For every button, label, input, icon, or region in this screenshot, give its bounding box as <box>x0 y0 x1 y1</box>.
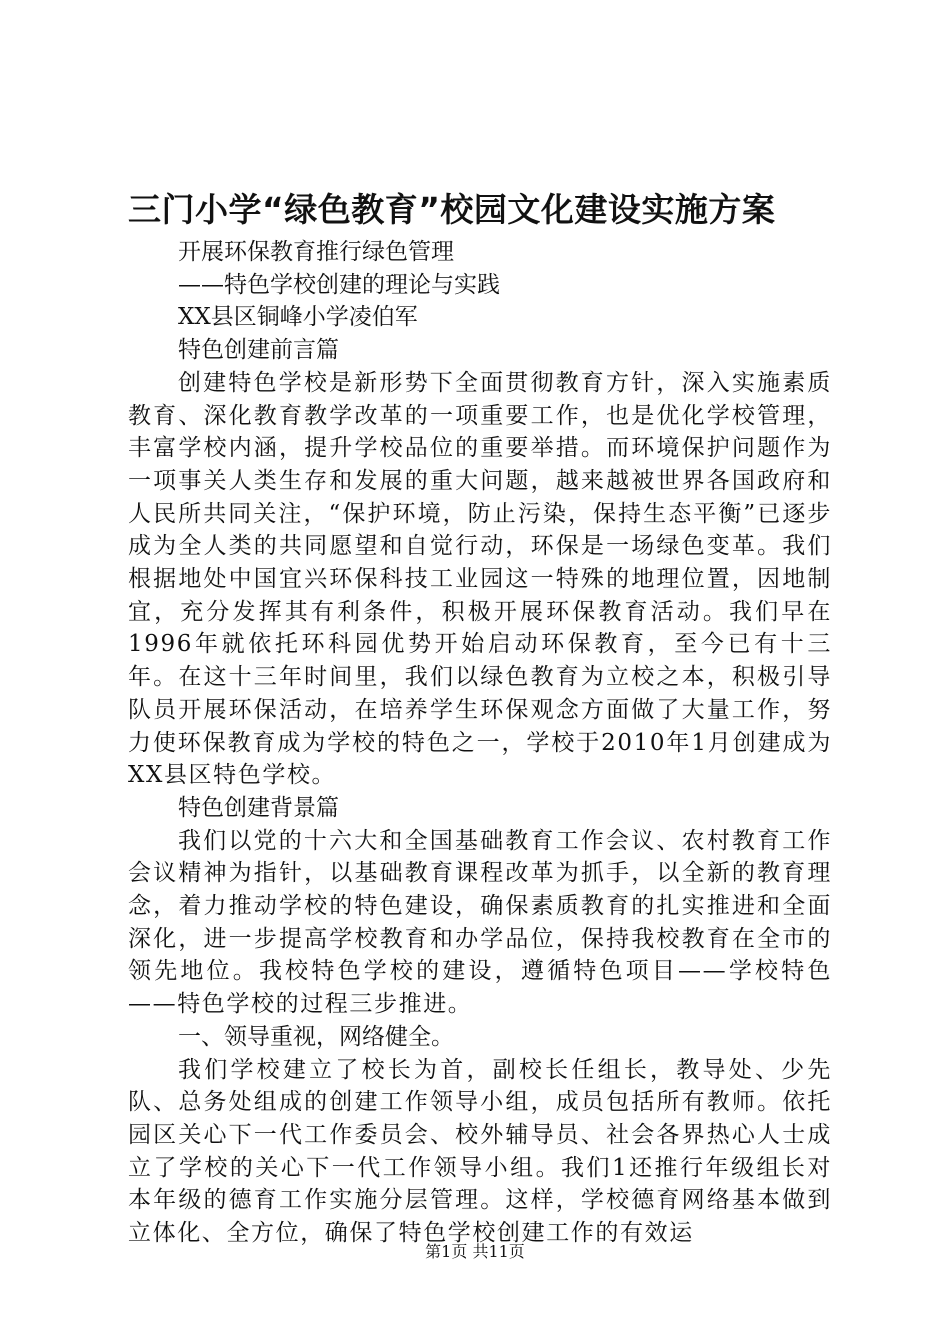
document-body <box>128 236 832 1250</box>
author-line: XX县区铜峰小学凌伯军 <box>178 304 418 331</box>
section-heading: 一、领导重视，网络健全。 <box>178 1023 454 1050</box>
section-heading: 特色创建前言篇 <box>178 337 339 364</box>
body-paragraph: 我们以党的十六大和全国基础教育工作会议、农村教育工作会议精神为指针，以基础教育课程改革为抓手，以全新的教育理念，着力推动学校的特色建设，确保素质教育的扎实推进和全面深化，进一步提高学校教育和办学品位，保持我校教育在全市的领先地位。我校特色学校的建设，遵循特色项目——学校特色——特色学校的过程三步推进。 <box>128 827 832 1018</box>
subtitle-line: ——特色学校创建的理论与实践 <box>178 271 500 298</box>
document-title: 三门小学“绿色教育”校园文化建设实施方案 <box>128 190 776 229</box>
body-paragraph: 我们学校建立了校长为首，副校长任组长，教导处、少先队、总务处组成的创建工作领导小组，成员包括所有教师。依托园区关心下一代工作委员会、校外辅导员、社会各界热心人士成立了学校的关心下一代工作领导小组。我们1还推行年级组长对本年级的德育工作实施分层管理。这样，学校德育网络基本做到立体化、全方位，确保了特色学校创建工作的有效运 <box>128 1056 832 1247</box>
section-heading: 特色创建背景篇 <box>178 794 339 821</box>
page-footer: 第1页 共11页 <box>425 1242 525 1261</box>
subtitle-line: 开展环保教育推行绿色管理 <box>178 239 454 265</box>
body-paragraph: 创建特色学校是新形势下全面贯彻教育方针，深入实施素质教育、深化教育教学改革的一项重要工作，也是优化学校管理，丰富学校内涵，提升学校品位的重要举措。而环境保护问题作为一项事关人类生存和发展的重大问题，越来越被世界各国政府和人民所共同关注，“保护环境，防止污染，保持生态平衡”已逐步成为全人类的共同愿望和自觉行动，环保是一场绿色变革。我们根据地处中国宜兴环保科技工业园这一特殊的地理位置，因地制宜，充分发挥其有利条件，积极开展环保教育活动。我们早在1996年就依托环科园优势开始启动环保教育，至今已有十三年。在这十三年时间里，我们以绿色教育为立校之本，积极引导队员开展环保活动，在培养学生环保观念方面做了大量工作，努力使环保教育成为学校的特色之一，学校于2010年1月创建成为XX县区特色学校。 <box>128 369 832 789</box>
